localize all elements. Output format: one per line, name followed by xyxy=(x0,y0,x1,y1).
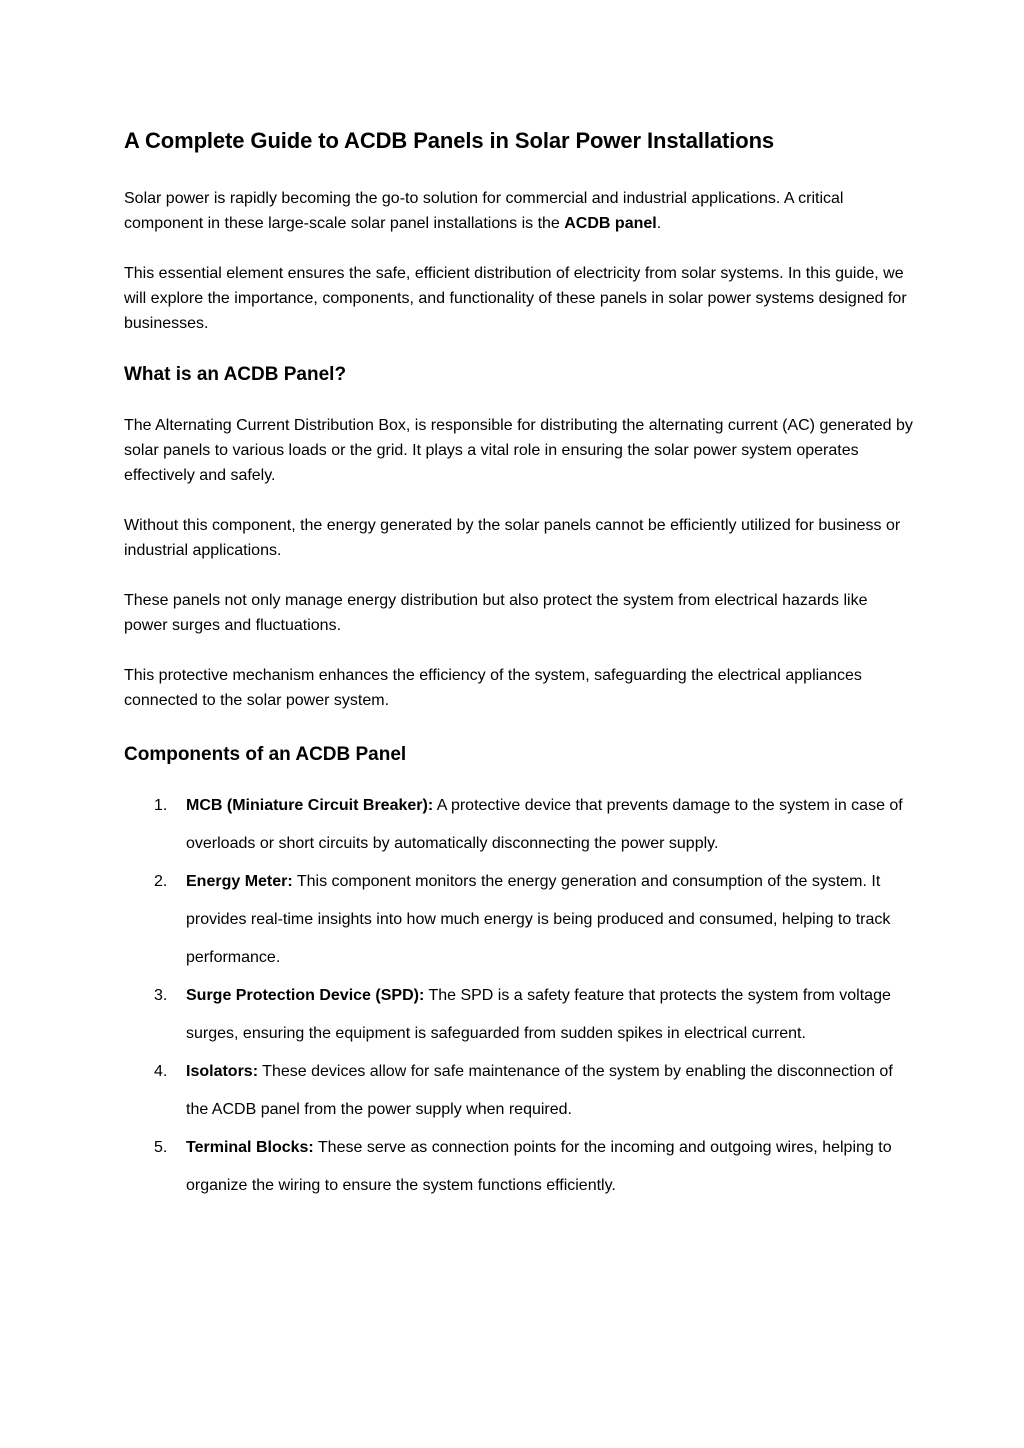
list-number: 5. xyxy=(154,1139,168,1156)
list-item xyxy=(124,1053,914,1129)
intro-paragraph-2: This essential element ensures the safe, efficient distribution of electricity from solar systems. In this guide, we will explore the importance, components, and functionality of these panels in solar power systems designed for businesses. xyxy=(124,265,907,332)
section1-paragraph: This protective mechanism enhances the efficiency of the system, safeguarding the electrical appliances connected to the solar power system. xyxy=(124,667,862,709)
component-term: Energy Meter: xyxy=(186,873,293,890)
component-description: A protective device that prevents damage to the system in case of overloads or short circuits by automatically disconnecting the power supply. xyxy=(186,797,903,852)
list-number: 3. xyxy=(154,987,168,1004)
list-number: 1. xyxy=(154,797,168,814)
list-number: 4. xyxy=(154,1063,168,1080)
acdb-panel-bold: ACDB panel xyxy=(564,215,657,232)
components-list xyxy=(124,787,914,1205)
component-term: Terminal Blocks: xyxy=(186,1139,314,1156)
list-item xyxy=(124,1129,914,1205)
component-term: Isolators: xyxy=(186,1063,259,1080)
component-term: Surge Protection Device (SPD): xyxy=(186,987,425,1004)
intro-text: Solar power is rapidly becoming the go-to solution for commercial and industrial applications. A critical component in these large-scale solar panel installations is the xyxy=(124,190,844,232)
list-item xyxy=(124,863,914,977)
component-term: MCB (Miniature Circuit Breaker): xyxy=(186,797,434,814)
intro-period: . xyxy=(656,215,662,232)
list-item xyxy=(124,787,914,863)
list-item xyxy=(124,977,914,1053)
document-title: A Complete Guide to ACDB Panels in Solar Power Installations xyxy=(124,128,775,153)
component-description: These serve as connection points for the incoming and outgoing wires, helping to organize the wiring to ensure the system functions efficiently. xyxy=(186,1139,892,1194)
section1-paragraph: These panels not only manage energy distribution but also protect the system from electrical hazards like power surges and fluctuations. xyxy=(124,592,868,634)
section-heading-components: Components of an ACDB Panel xyxy=(124,744,407,765)
component-description: These devices allow for safe maintenance of the system by enabling the disconnection of the ACDB panel from the power supply when required. xyxy=(186,1063,893,1118)
component-description: This component monitors the energy generation and consumption of the system. It provides real-time insights into how much energy is being produced and consumed, helping to track performance. xyxy=(186,873,891,966)
section1-paragraph: The Alternating Current Distribution Box, is responsible for distributing the alternating current (AC) generated by solar panels to various loads or the grid. It plays a vital role in ensuring the solar power system operates effectively and safely. xyxy=(124,417,913,484)
section-heading-what-is: What is an ACDB Panel? xyxy=(124,364,347,385)
component-description: The SPD is a safety feature that protects the system from voltage surges, ensuring the equipment is safeguarded from sudden spikes in electrical current. xyxy=(186,987,891,1042)
section1-paragraph: Without this component, the energy generated by the solar panels cannot be efficiently utilized for business or industrial applications. xyxy=(124,517,901,559)
list-number: 2. xyxy=(154,873,168,890)
intro-paragraph-1 xyxy=(124,186,914,236)
document-page xyxy=(124,124,914,1205)
